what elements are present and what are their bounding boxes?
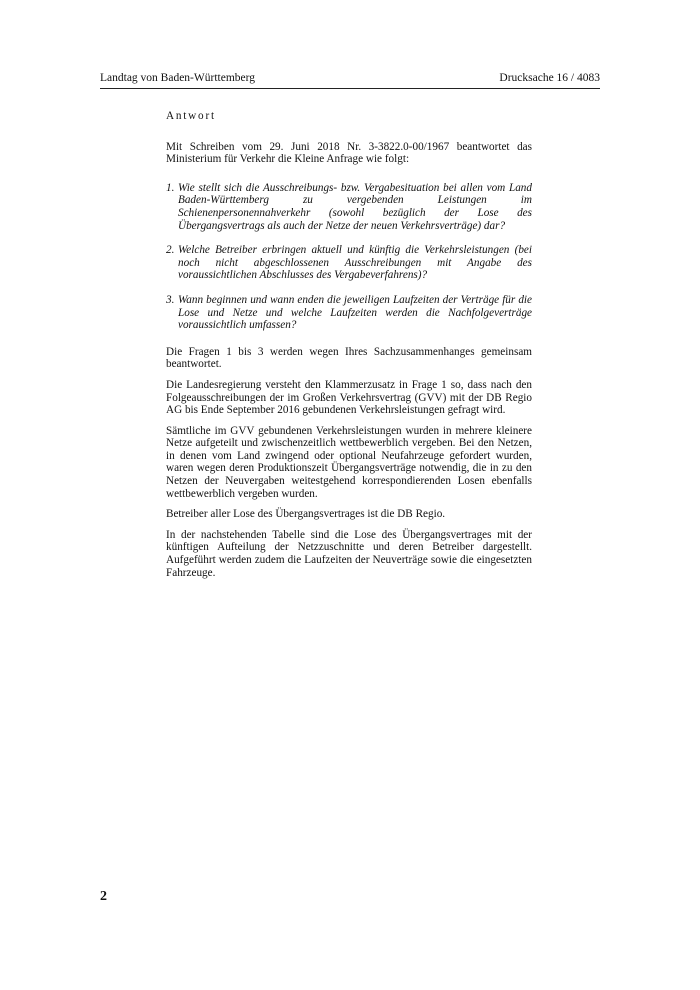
question-text: Wann beginnen und wann enden die jeweiligen Laufzeiten der Verträge für die Lose und Netze und welche Laufzeiten werden die Nachfolgeverträge voraussichtlich umfassen? xyxy=(178,293,532,332)
body-content xyxy=(166,110,532,587)
question-number: 3. xyxy=(166,293,175,306)
question-text: Welche Betreiber erbringen aktuell und künftig die Verkehrsleistungen (bei noch nicht abgeschlossenen Ausschreibungen mit Angabe des voraussichtlichen Abschlusses des Vergabeverfahrens)? xyxy=(178,244,532,282)
question-text: Wie stellt sich die Ausschreibungs- bzw. Vergabesituation bei allen vom Land Baden-Württemberg zu vergebenden Leistungen im Schienenpersonennahverkehr (sowohl bezüglich der Lose des Übergangsvertrags als auch der Netze der neuen Verkehrsverträge) dar? xyxy=(178,181,532,232)
header-left: Landtag von Baden-Württemberg xyxy=(100,72,255,84)
intro-paragraph: Mit Schreiben vom 29. Juni 2018 Nr. 3-3822.0-00/1967 beantwortet das Ministerium für Verkehr die Kleine Anfrage wie folgt: xyxy=(166,140,532,166)
answer-paragraph: Betreiber aller Lose des Übergangsvertrages ist die DB Regio. xyxy=(166,508,446,521)
answer-paragraph: In der nachstehenden Tabelle sind die Lose des Übergangsvertrages mit der künftigen Aufteilung der Netzzuschnitte und deren Betreiber dargestellt. Aufgeführt werden zudem die Laufzeiten der Neuverträge sowie die eingesetzten Fahrzeuge. xyxy=(166,528,532,579)
answer-paragraph: Sämtliche im GVV gebundenen Verkehrsleistungen wurden in mehrere kleinere Netze aufgeteilt und zwischenzeitlich wettbewerblich vergeben. Bei den Netzen, in denen vom Land zwingend oder optional Neufahrzeuge gefordert wurden, waren wegen deren Produktionszeit Übergangsverträge notwendig, die in zu den Netzen der Neuvergaben weitestgehend korrespondierenden Losen ebenfalls wettbewerblich vergeben wurden. xyxy=(166,424,532,500)
answer-paragraph: Die Fragen 1 bis 3 werden wegen Ihres Sachzusammenhanges gemeinsam beantwortet. xyxy=(166,345,532,371)
question-item xyxy=(166,244,532,282)
question-item xyxy=(166,294,532,332)
section-heading: Antwort xyxy=(166,110,216,122)
answer-paragraph: Die Landesregierung versteht den Klammerzusatz in Frage 1 so, dass nach den Folgeausschreibungen der im Großen Verkehrsvertrag (GVV) mit der DB Regio AG bis Ende September 2016 gebundenen Verkehrsleistungen gefragt wird. xyxy=(166,378,532,417)
question-list xyxy=(166,182,532,332)
header-right: Drucksache 16 / 4083 xyxy=(499,72,600,84)
question-item xyxy=(166,182,532,232)
question-number: 1. xyxy=(166,181,175,194)
page-header xyxy=(100,72,600,89)
question-number: 2. xyxy=(166,244,175,257)
page-number: 2 xyxy=(100,889,107,904)
